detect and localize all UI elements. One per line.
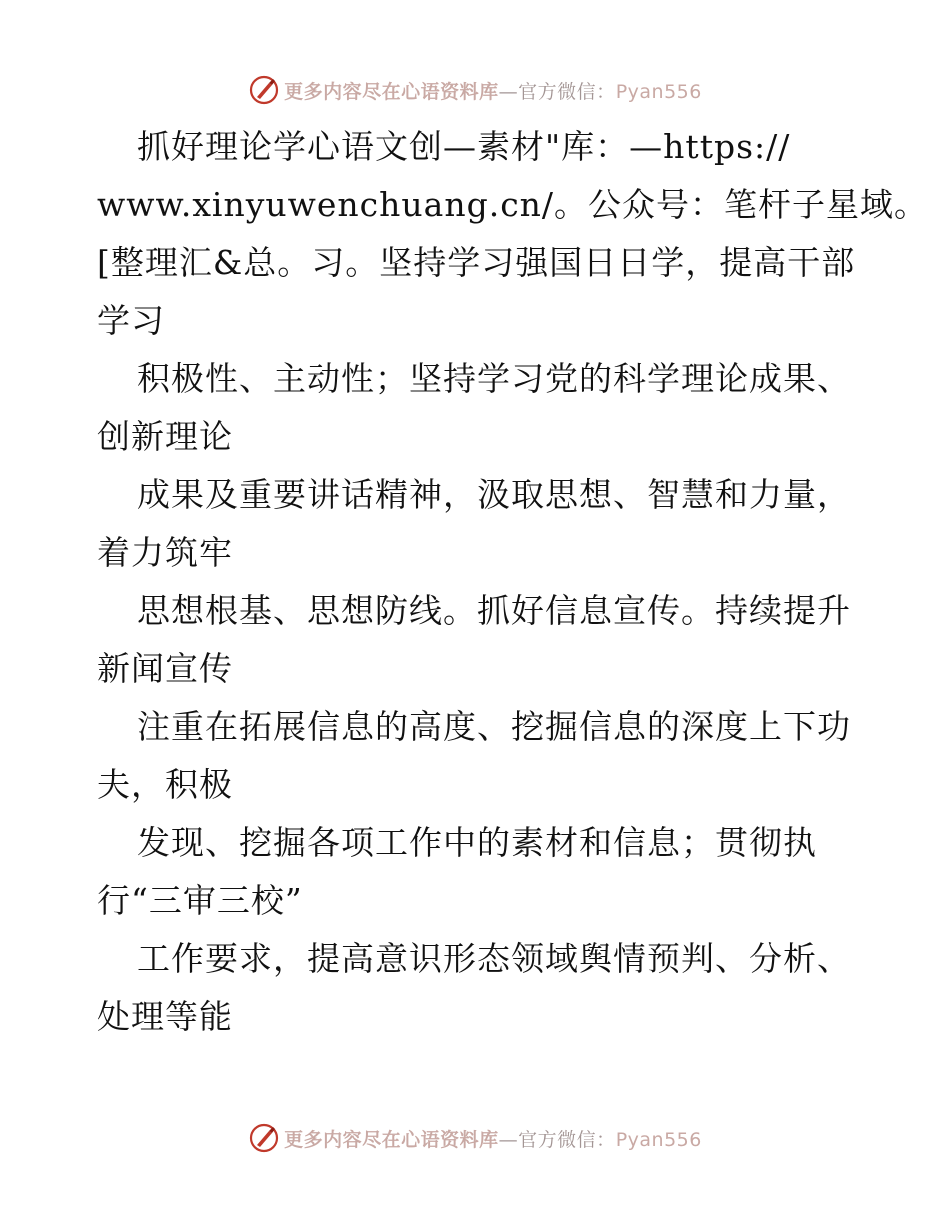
body-line: 创新理论 [97,417,233,456]
body-line: 思想根基、思想防线。抓好信息宣传。持续提升 [137,591,851,630]
quill-logo-icon [248,1122,280,1154]
header-banner [0,70,950,110]
body-line: 夫，积极 [97,765,233,804]
banner-text [284,77,702,104]
body-line: 新闻宣传 [97,649,233,688]
body-line: 工作要求，提高意识形态领域舆情预判、分析、 [137,939,851,978]
body-line: 处理等能 [97,997,233,1036]
body-line: 发现、挖掘各项工作中的素材和信息；贯彻执 [137,823,817,862]
body-line: 行“三审三校” [97,881,303,920]
banner-text [284,1125,702,1152]
body-line: www.xinyuwenchuang.cn/。公众号：笔杆子星域。 [97,185,929,224]
body-line: 积极性、主动性；坚持学习党的科学理论成果、 [137,359,851,398]
banner-main-text: 更多内容尽在心语资料库 [284,80,499,103]
body-line: 抓好理论学心语文创—素材"库：—https:// [137,127,791,166]
banner-main-text: 更多内容尽在心语资料库 [284,1128,499,1151]
body-line: [整理汇&总。习。坚持学习强国日日学，提高干部 [97,243,856,282]
banner-mid-text: —官方微信： [498,80,616,103]
body-line: 注重在拓展信息的高度、挖掘信息的深度上下功 [137,707,851,746]
quill-logo-icon [248,74,280,106]
body-line: 成果及重要讲话精神，汲取思想、智慧和力量， [137,475,851,514]
banner-wechat-id: Pyan556 [615,80,702,103]
body-line: 学习 [97,301,165,340]
banner-wechat-id: Pyan556 [615,1128,702,1151]
banner-mid-text: —官方微信： [498,1128,616,1151]
document-body [97,118,929,1046]
footer-banner [0,1118,950,1158]
body-line: 着力筑牢 [97,533,233,572]
